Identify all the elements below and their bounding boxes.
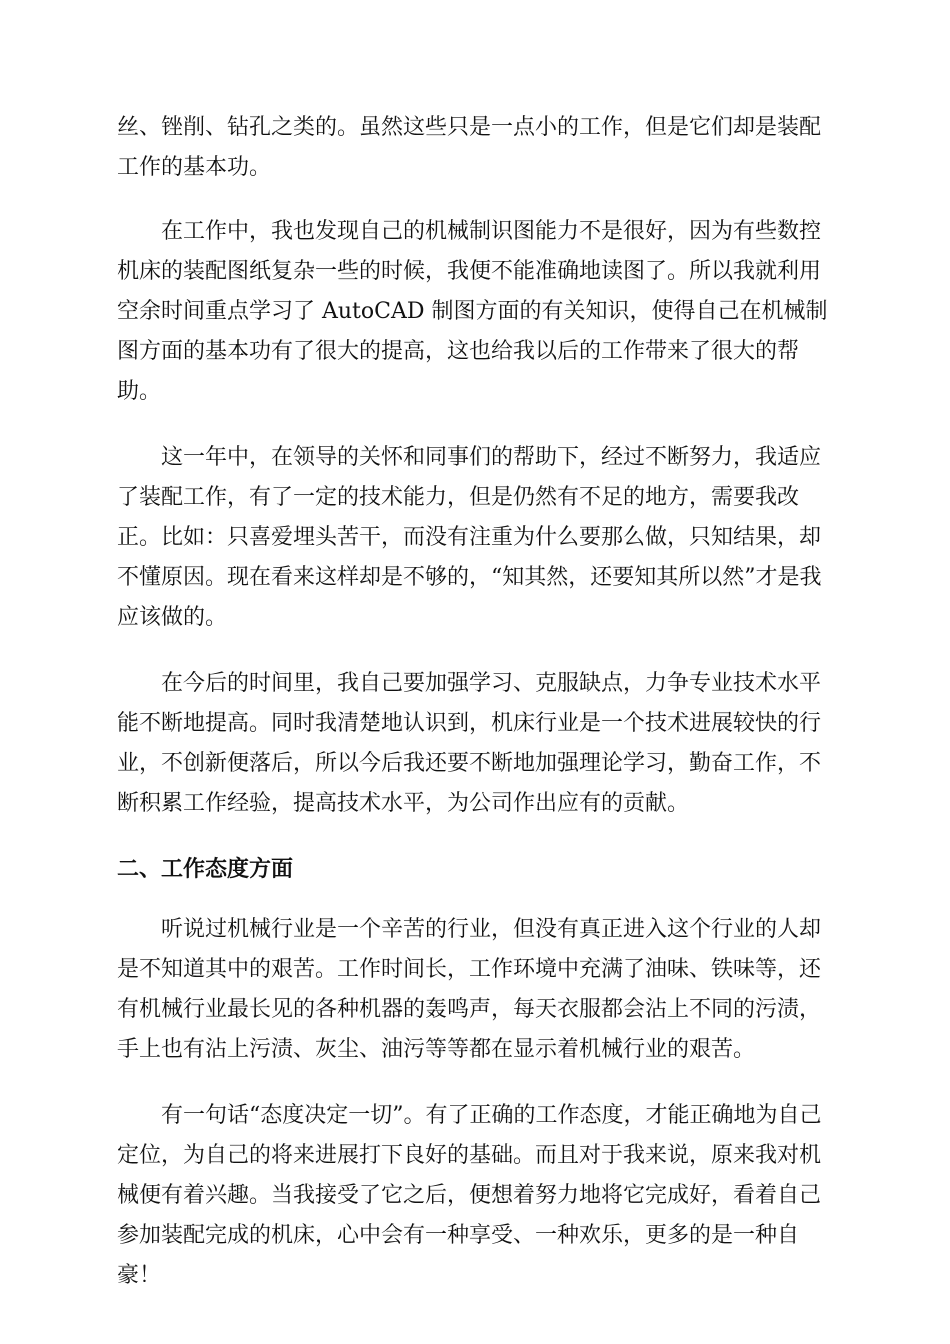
paragraph-year-review: 这一年中，在领导的关怀和同事们的帮助下，经过不断努力，我适应了装配工作，有了一定的技术能力，但是仍然有不足的地方，需要我改正。比如：只喜爱埋头苦干，而没有注重为什么要那么做，只知结果，却不懂原因。现在看来这样却是不够的，“知其然，还要知其所以然”才是我应该做的。 (117, 445, 822, 630)
paragraph-drawing-skills: 在工作中，我也发现自己的机械制识图能力不是很好，因为有些数控机床的装配图纸复杂一些的时候，我便不能准确地读图了。所以我就利用空余时间重点学习了 AutoCAD 制图方面的有关知识，使得自己在机械制图方面的基本功有了很大的提高，这也给我以后的工作带来了很大的帮助。 (117, 219, 828, 404)
paragraph-industry-hardship: 听说过机械行业是一个辛苦的行业，但没有真正进入这个行业的人却是不知道其中的艰苦。工作时间长，工作环境中充满了油味、铁味等，还有机械行业最长见的各种机器的轰鸣声，每天衣服都会沾上不同的污渍，手上也有沾上污渍、灰尘、油污等等都在显示着机械行业的艰苦。 (117, 917, 822, 1062)
paragraph-continued: 丝、锉削、钻孔之类的。虽然这些只是一点小的工作，但是它们却是装配工作的基本功。 (117, 115, 822, 180)
section-heading: 二、工作态度方面 (117, 857, 294, 882)
document-page (117, 108, 837, 1296)
paragraph-future-plans: 在今后的时间里，我自己要加强学习、克服缺点，力争专业技术水平能不断地提高。同时我清楚地认识到，机床行业是一个技术进展较快的行业，不创新便落后，所以今后我还要不断地加强理论学习，勤奋工作，不断积累工作经验，提高技术水平，为公司作出应有的贡献。 (117, 671, 822, 816)
paragraph-attitude: 有一句话“态度决定一切”。有了正确的工作态度，才能正确地为自己定位，为自己的将来进展打下良好的基础。而且对于我来说，原来我对机械便有着兴趣。当我接受了它之后，便想着努力地将它完成好，看着自己参加装配完成的机床，心中会有一种享受、一种欢乐，更多的是一种自豪！ (117, 1103, 822, 1288)
